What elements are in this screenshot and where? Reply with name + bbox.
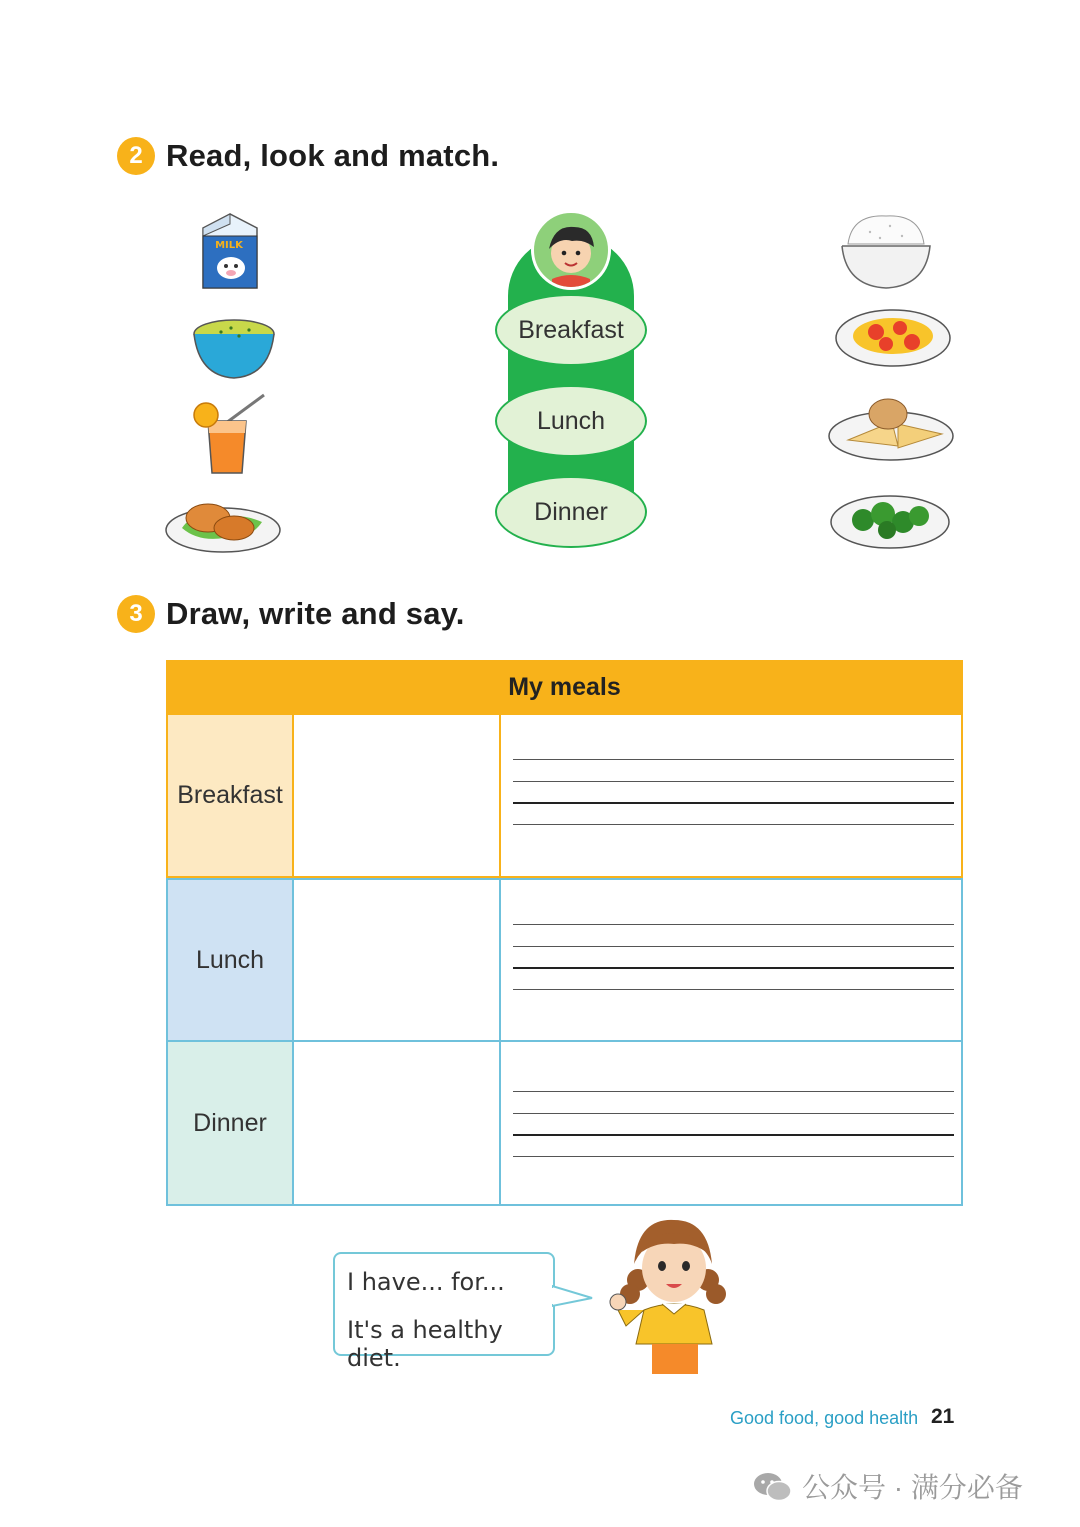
- writing-line: [513, 924, 954, 925]
- section-title: Read, look and match.: [166, 138, 500, 173]
- writing-line: [513, 1156, 954, 1157]
- writing-lines[interactable]: [501, 880, 965, 1040]
- writing-line: [513, 946, 954, 947]
- writing-line: [513, 781, 954, 782]
- table-row-lunch: [166, 878, 963, 1042]
- orange-juice-icon: [190, 393, 268, 477]
- section-number: 3: [117, 595, 155, 633]
- rice-bowl-icon: [840, 210, 932, 292]
- unit-title: Good food, good health: [730, 1408, 919, 1428]
- carton-text: MILK: [215, 240, 243, 251]
- wechat-icon: [752, 1470, 792, 1502]
- wechat-watermark: [752, 1466, 1023, 1506]
- broccoli-plate-icon: [829, 492, 951, 552]
- drawing-box[interactable]: [294, 715, 501, 876]
- section-number: 2: [117, 137, 155, 175]
- writing-baseline: [513, 1134, 954, 1136]
- drawing-box[interactable]: [294, 880, 501, 1040]
- writing-line: [513, 824, 954, 825]
- egg-pancake-plate-icon: [826, 396, 956, 464]
- writing-baseline: [513, 802, 954, 804]
- page-number: 21: [931, 1405, 955, 1428]
- meal-breakfast[interactable]: Breakfast: [495, 294, 647, 366]
- writing-baseline: [513, 967, 954, 969]
- speech-bubble-tail: [552, 1284, 594, 1310]
- section-3-header: [117, 595, 465, 633]
- soup-bowl-icon: [191, 314, 277, 382]
- table-title: My meals: [166, 660, 963, 715]
- section-2-header: [117, 137, 499, 175]
- section-title: Draw, write and say.: [166, 596, 465, 631]
- table-row-breakfast: [166, 715, 963, 878]
- watermark-text: 公众号 · 满分必备: [802, 1472, 1023, 1503]
- writing-line: [513, 989, 954, 990]
- row-label: Lunch: [168, 880, 294, 1040]
- speech-line-1: I have... for...: [347, 1268, 505, 1296]
- table-row-dinner: [166, 1042, 963, 1206]
- girl-illustration: [608, 1214, 738, 1374]
- writing-lines[interactable]: [501, 715, 965, 876]
- writing-line: [513, 1091, 954, 1092]
- chicken-plate-icon: [164, 492, 282, 554]
- writing-line: [513, 1113, 954, 1114]
- row-label: Dinner: [168, 1042, 294, 1204]
- tomato-egg-plate-icon: [834, 306, 952, 370]
- row-label: Breakfast: [168, 715, 294, 876]
- boy-avatar: [531, 210, 611, 290]
- drawing-box[interactable]: [294, 1042, 501, 1204]
- speech-bubble: [333, 1252, 555, 1372]
- writing-lines[interactable]: [501, 1042, 965, 1204]
- meal-lunch[interactable]: Lunch: [495, 385, 647, 457]
- milk-carton-icon: [195, 210, 265, 292]
- writing-line: [513, 759, 954, 760]
- my-meals-table: [166, 660, 963, 1206]
- speech-line-2: It's a healthy diet.: [347, 1316, 503, 1372]
- meal-dinner[interactable]: Dinner: [495, 476, 647, 548]
